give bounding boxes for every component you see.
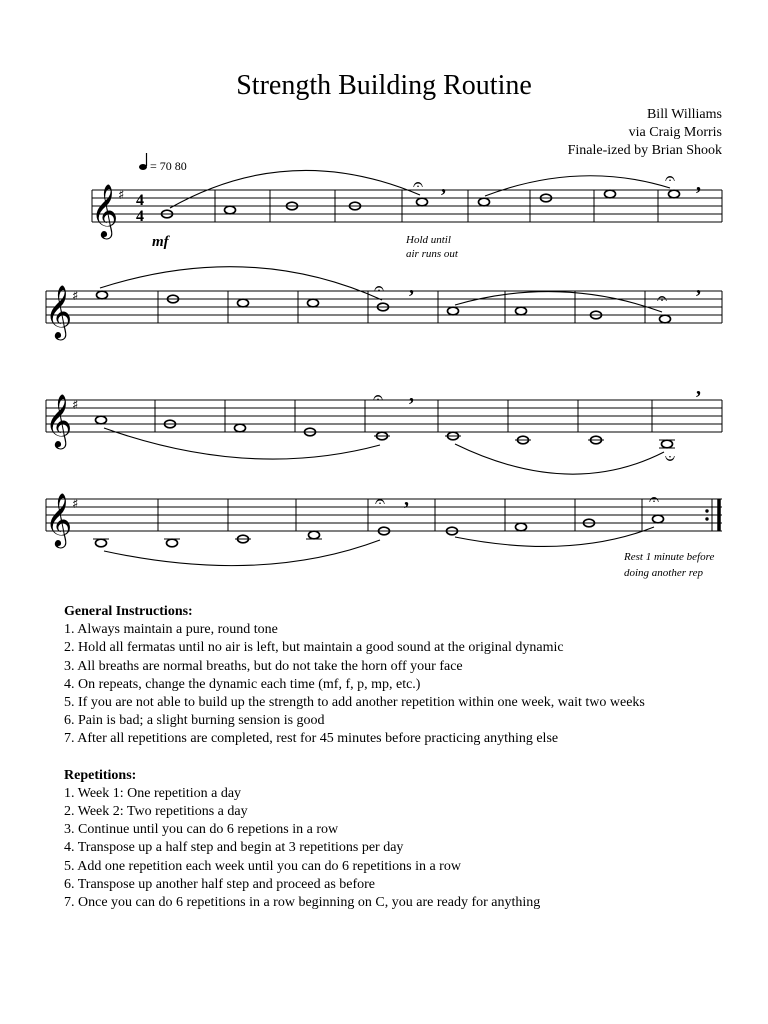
breath-mark-icon: , [696,173,701,195]
staff-system-2 [45,267,722,340]
list-item: 5. Add one repetition each week until you can do 6 repetitions in a row [64,858,461,874]
treble-clef-icon: 𝄞 [45,284,73,338]
annotation-hold-line2: air runs out [406,248,458,260]
fermata-icon: 𝄐 [657,288,668,309]
fermata-icon: 𝄐 [375,491,386,512]
time-signature-bottom: 4 [136,208,144,225]
page-title: Strength Building Routine [236,70,532,101]
fermata-icon: 𝄐 [664,448,675,469]
instructions-section [64,603,645,912]
repetitions-heading: Repetitions: [64,767,137,783]
breath-mark-icon: , [696,276,701,298]
treble-clef-icon: 𝄞 [91,183,119,237]
fermata-icon: 𝄐 [649,489,660,510]
list-item: 3. All breaths are normal breaths, but do not take the horn off your face [64,658,463,674]
list-item: 7. Once you can do 6 repetitions in a row beginning on C, you are ready for anything [64,895,541,911]
list-item: 6. Transpose up another half step and proceed as before [64,876,376,892]
list-item: 4. Transpose up a half step and begin at 3 repetitions per day [64,840,404,856]
list-item: 7. After all repetitions are completed, rest for 45 minutes before practicing anything else [64,731,559,747]
staff-system-4 [45,488,722,579]
credit-composer: Bill Williams [646,107,722,122]
list-item: 6. Pain is bad; a slight burning sension is good [64,713,325,729]
list-item: 1. Week 1: One repetition a day [64,785,242,801]
general-instructions-heading: General Instructions: [64,604,193,619]
sharp-icon: ♯ [118,188,125,203]
credit-engraver: Finale-ized by Brian Shook [567,143,722,158]
general-instructions-list [64,621,645,748]
fermata-icon: 𝄐 [413,174,424,195]
staff-system-3 [45,377,722,474]
breath-mark-icon: , [696,377,701,399]
fermata-icon: 𝄐 [665,168,676,189]
dynamic-marking: mf [152,234,169,250]
staff-system-1 [91,168,722,260]
sharp-icon: ♯ [72,289,79,304]
sharp-icon: ♯ [72,398,79,413]
treble-clef-icon: 𝄞 [45,492,73,546]
list-item: 2. Hold all fermatas until no air is left, but maintain a good sound at the original dynamic [64,640,564,656]
fermata-icon: 𝄐 [373,387,384,408]
breath-mark-icon: , [409,384,414,406]
fermata-icon: 𝄐 [374,278,385,299]
credit-via: via Craig Morris [628,125,722,140]
breath-mark-icon: , [409,276,414,298]
repetitions-list [64,785,645,912]
annotation-rest-line1: Rest 1 minute before [624,551,715,563]
treble-clef-icon: 𝄞 [45,393,73,447]
annotation-rest-line2: doing another rep [624,567,704,579]
quarter-note-icon [139,164,147,170]
tempo-text: = 70 80 [150,159,187,173]
time-signature-top: 4 [136,192,144,209]
list-item: 3. Continue until you can do 6 repetions in a row [64,822,339,838]
list-item: 2. Week 2: Two repetitions a day [64,804,248,820]
annotation-hold-line1: Hold until [406,234,451,246]
list-item: 5. If you are not able to build up the strength to add another repetition within one week, wait two weeks [64,695,645,711]
list-item: 4. On repeats, change the dynamic each time (mf, f, p, mp, etc.) [64,676,421,692]
list-item: 1. Always maintain a pure, round tone [64,622,278,638]
sharp-icon: ♯ [72,497,79,512]
tempo-marking [139,153,187,173]
breath-mark-icon: , [404,488,409,510]
breath-mark-icon: , [441,175,446,197]
